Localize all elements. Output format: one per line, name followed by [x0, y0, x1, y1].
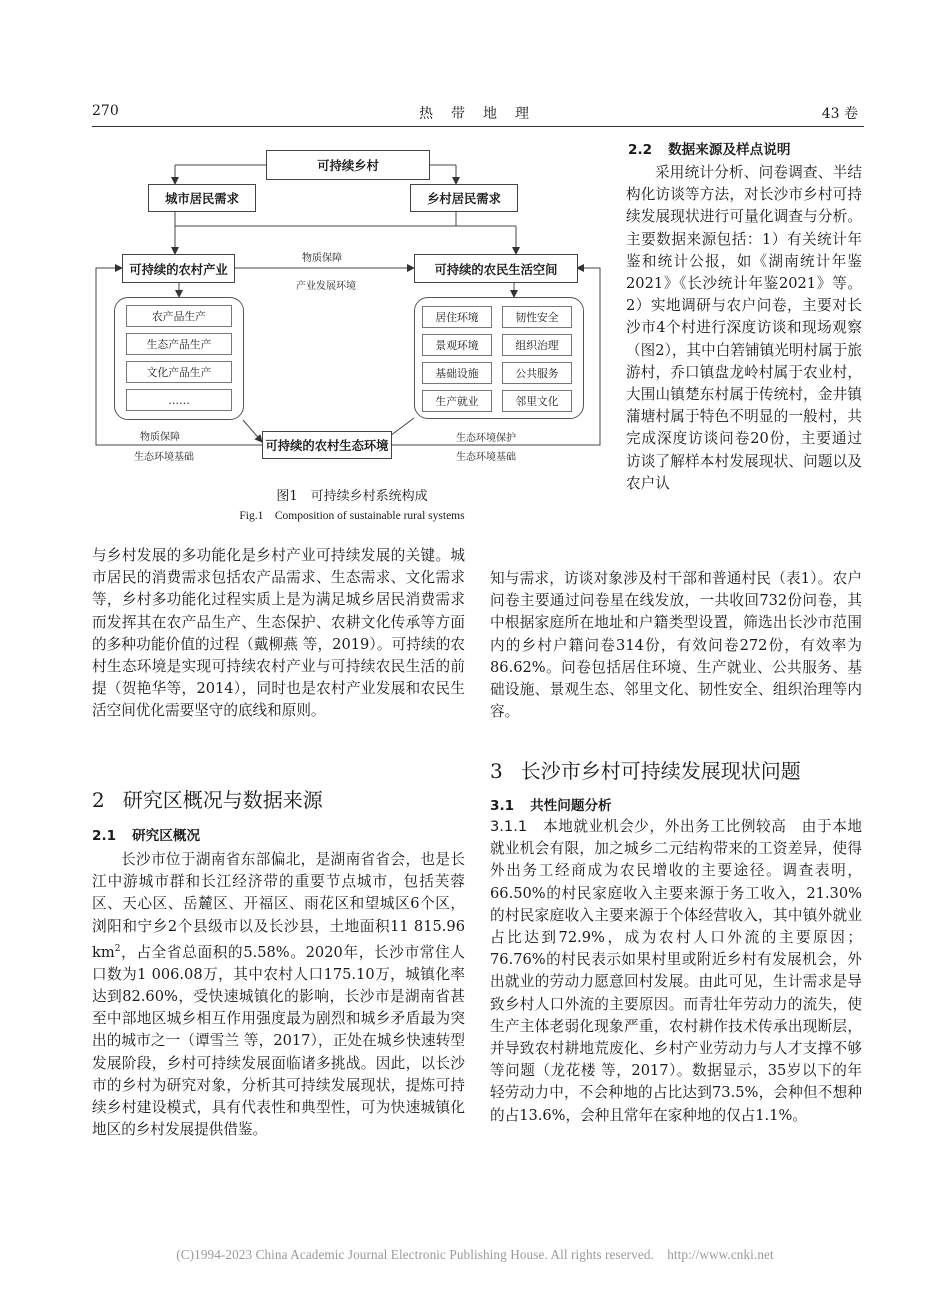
label-industry-env: 产业发展环境: [296, 281, 356, 292]
section-title: 长沙市乡村可持续发展现状问题: [520, 759, 801, 783]
industry-item: ……: [126, 389, 232, 411]
header-rule: [92, 126, 864, 127]
node-rural-demand: 乡村居民需求: [410, 184, 518, 212]
living-item: 韧性安全: [502, 306, 572, 328]
section-2-1-heading: [92, 826, 200, 846]
node-urban-demand: 城市居民需求: [148, 184, 256, 212]
study-area-text-2: ，占全省总面积的5.58%。2020年，长沙市常住人口数为1 006.08万，其中农村人口175.10万，城镇化率达到82.60%，受快速城镇化的影响，长沙市是湖南省甚至中部地区城乡相互作用强度最为剧烈和城乡矛盾最为突出的城市之一（谭雪兰 等，2017），正处在城乡快速转型发展阶段，乡村可持续发展面临诸多挑战。因此，以长沙市的乡村为研究对象，分析其可持续发展现状，提炼可持续乡村建设模式，具有代表性和典型性，可为快速城镇化地区的乡村发展提供借鉴。: [92, 943, 465, 1139]
label-material-center: 物质保障: [302, 253, 342, 264]
page-number: 270: [92, 103, 119, 119]
paragraph-data-sources: 采用统计分析、问卷调查、半结构化访谈等方法，对长沙市乡村可持续发展现状进行可量化调查与分析。主要数据来源包括：1）有关统计年鉴和统计公报，如《湖南统计年鉴2021》《长沙统计年鉴2021》等。2）实地调研与农户问卷，主要对长沙市4个村进行深度访谈和现场观察（图2），其中白箬铺镇光明村属于旅游村，乔口镇盘龙岭村属于农业村，大围山镇楚东村属于传统村，金井镇蒲塘村属于特色不明显的一般村，共完成深度访谈问卷20份，主要通过访谈了解样本村发展现状、问题以及农户认: [626, 164, 862, 492]
section-number: 3: [490, 759, 503, 783]
section-number: 2.1: [92, 828, 117, 844]
arrow-industry-eco: [243, 420, 262, 442]
copyright-footer: (C)1994-2023 China Academic Journal Electronic Publishing House. All rights reserved. http://www.cnki.net: [176, 1247, 774, 1262]
paragraph-continuation: 与乡村发展的多功能化是乡村产业可持续发展的关键。城市居民的消费需求包括农产品需求、生态需求、文化需求等，乡村多功能化过程实质上是为满足城乡居民消费需求而发挥其在农产品生产、生态保护、农耕文化传承等方面的多种功能价值的过程（戴柳燕 等，2019）。可持续的农村生态环境是实现可持续农村产业与可持续农民生活的前提（贺艳华等，2014），同时也是农村产业发展和农民生活空间优化需要坚守的底线和原则。: [92, 547, 465, 720]
paragraph-study-area: [92, 849, 465, 1142]
node-living-space: 可持续的农民生活空间: [414, 254, 578, 283]
subsection-3-1-1-body: 由于本地就业机会有限，加之城乡二元结构带来的工资差异，使得外出务工经商成为农民增收的主要途径。调查表明，66.50%的村民家庭收入主要来源于务工收入，21.30%的村民家庭收入主要来源于个体经营收入，其中镇外就业占比达到72.9%，成为农村人口外流的主要原因；76.76%的村民表示如果村里或附近乡村有发展机会，外出就业的劳动力愿意回村发展。由此可见，生计需求是导致乡村人口外流的主要原因。而青壮年劳动力的流失，使生产主体老弱化现象严重，农村耕作技术传承出现断层，并导致农村耕地荒废化、乡村产业劳动力与人才支撑不够等问题（龙花楼 等，2017）。数据显示，35岁以下的年轻劳动力中，不会种地的占比达到73.5%，会种但不想种的占13.6%，会种且常年在家种地的仅占1.1%。: [490, 818, 862, 1124]
node-eco-environment: 可持续的农村生态环境: [262, 431, 392, 459]
section-number: 3.1: [490, 798, 515, 814]
node-rural-industry: 可持续的农村产业: [122, 254, 235, 283]
living-item: 基础设施: [422, 362, 492, 384]
section-number: 2: [92, 788, 105, 812]
section-2-heading: [92, 786, 323, 814]
paragraph-employment: [490, 816, 862, 1127]
living-item: 组织治理: [502, 334, 572, 356]
living-item: 居住环境: [422, 306, 492, 328]
figure-caption-en: Fig.1 Composition of sustainable rural systems: [239, 510, 465, 522]
label-eco-base-right: 生态环境基础: [456, 452, 516, 463]
section-number: 2.2: [628, 142, 653, 158]
industry-item: 生态产品生产: [126, 333, 232, 355]
section-title: 研究区概况与数据来源: [122, 788, 323, 812]
label-eco-base-left: 生态环境基础: [134, 452, 194, 463]
section-2-2-heading: [628, 140, 790, 160]
section-3-1-heading: [490, 796, 612, 816]
label-material-left: 物质保障: [140, 432, 180, 443]
section-3-heading: [490, 757, 801, 785]
industry-item: 文化产品生产: [126, 361, 232, 383]
subsection-3-1-1-heading: 3.1.1 本地就业机会少，外出务工比例较高: [490, 818, 787, 835]
paragraph-data-sources-cont: 知与需求，访谈对象涉及村干部和普通村民（表1）。农户问卷主要通过问卷星在线发放，一共收回732份问卷，其中根据家庭所在地址和户籍类型设置，筛选出长沙市范围内的乡村户籍问卷314份，有效问卷272份，有效率为86.62%。问卷包括居住环境、生产就业、公共服务、基础设施、景观生态、邻里文化、韧性安全、组织治理等内容。: [490, 570, 862, 721]
section-title: 数据来源及样点说明: [668, 142, 791, 158]
label-eco-protect-right: 生态环境保护: [456, 433, 516, 444]
area-unit-superscript: 2: [114, 943, 121, 954]
living-item: 景观环境: [422, 334, 492, 356]
study-area-text-1: 长沙市位于湖南省东部偏北，是湖南省省会，也是长江中游城市群和长江经济带的重要节点城市，包括芙蓉区、天心区、岳麓区、开福区、雨花区和望城区6个区，浏阳和宁乡2个县级市以及长沙县，土地面积11 815.96 km: [92, 851, 465, 961]
living-item: 生产就业: [422, 390, 492, 412]
living-item: 公共服务: [502, 362, 572, 384]
volume-number: 43 卷: [821, 106, 858, 122]
node-sustainable-village: 可持续乡村: [266, 150, 430, 180]
figure-caption-cn: 图1 可持续乡村系统构成: [276, 489, 428, 504]
industry-item: 农产品生产: [126, 305, 232, 327]
figure-1-diagram: [92, 140, 612, 475]
journal-title: 热 带 地 理: [419, 106, 531, 122]
section-title: 共性问题分析: [530, 798, 612, 814]
living-item: 邻里文化: [502, 390, 572, 412]
section-title: 研究区概况: [132, 828, 201, 844]
